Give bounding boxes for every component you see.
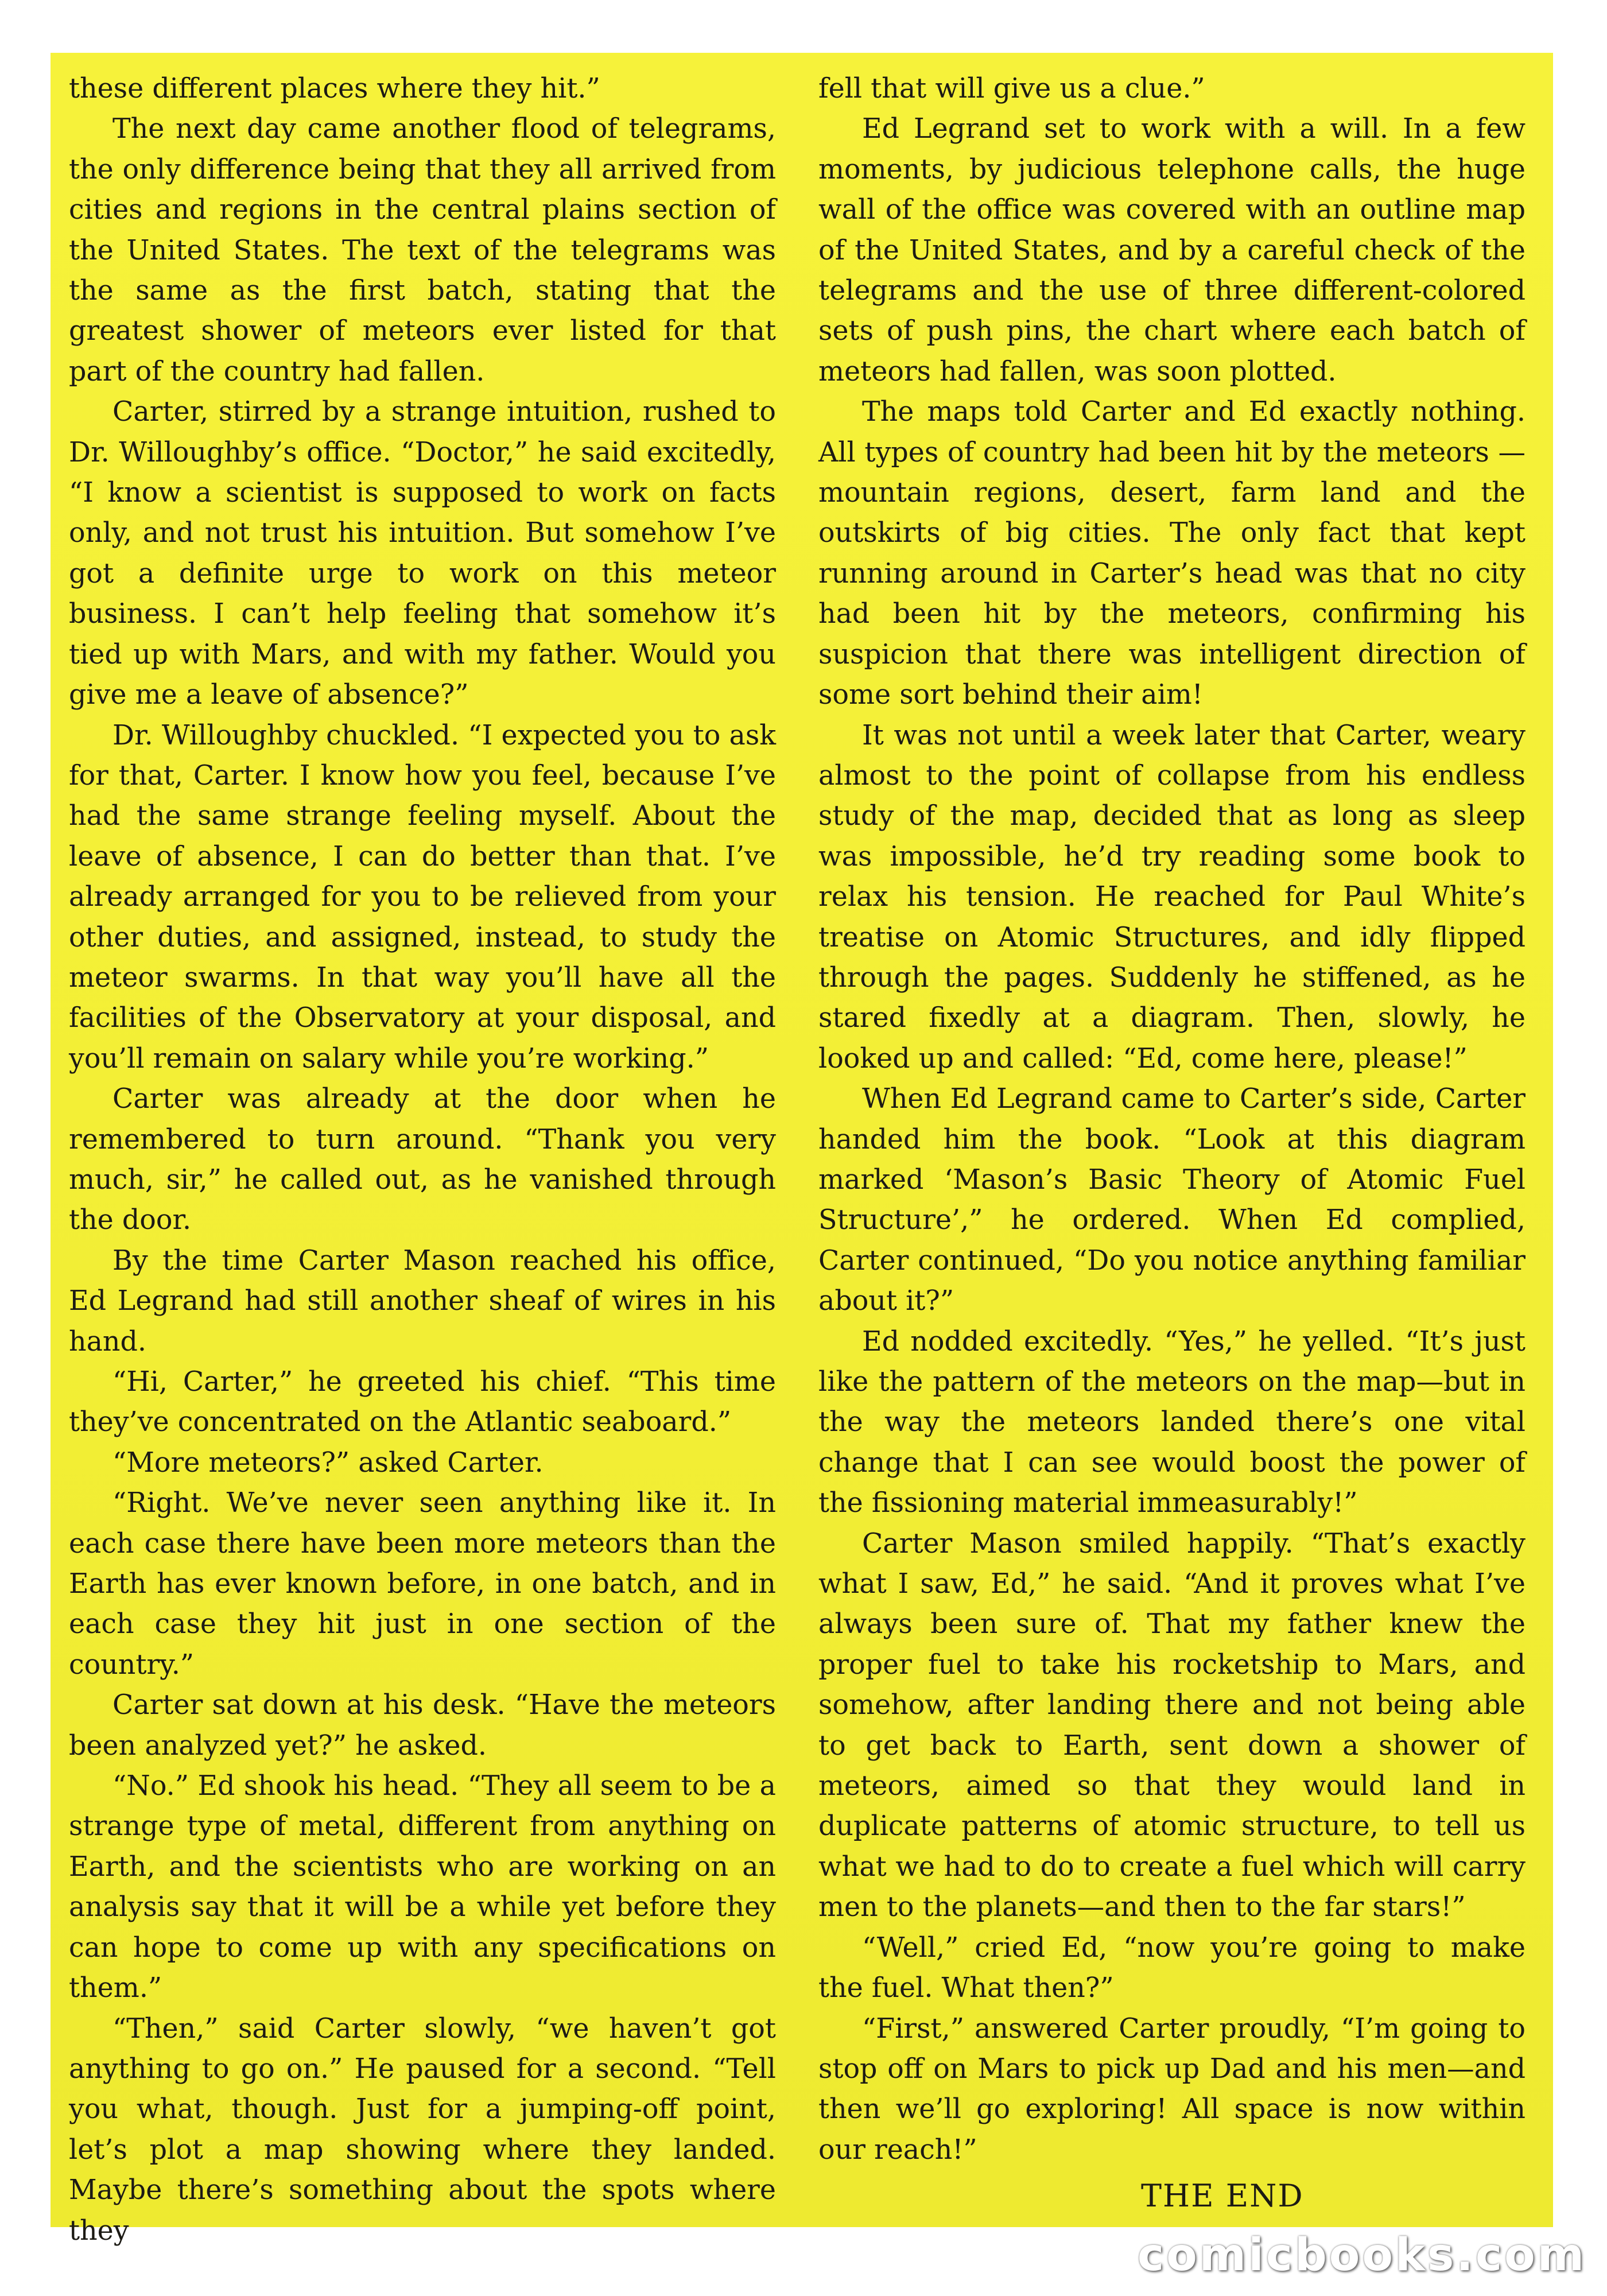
paragraph: Carter sat down at his desk. “Have the meteors been analyzed yet?” he asked. <box>69 1689 776 1762</box>
paragraph: “Right. We’ve never seen anything like it. In each case there have been more meteors than the Earth has ever known before, in one batch, and in each case they hit just in one section of the country.” <box>69 1487 776 1681</box>
right-column <box>818 69 1526 2170</box>
paragraph: “More meteors?” asked Carter. <box>112 1446 544 1479</box>
paragraph: The next day came another flood of telegrams, the only difference being that they all arrived from cities and regions in the central plains section of the United States. The text of the telegrams was the same as the first batch, stating that the greatest shower of meteors ever listed for that part of the country had fallen. <box>69 113 776 387</box>
paragraph: “No.” Ed shook his head. “They all seem to be a strange type of metal, different from anything on Earth, and the scientists who are working on an analysis say that it will be a while yet before they can hope to come up with any specifications on them.” <box>69 1770 776 2004</box>
story-page <box>51 53 1553 2247</box>
left-column <box>69 69 776 2251</box>
paragraph: “Hi, Carter,” he greeted his chief. “This time they’ve concentrated on the Atlantic seaboard.” <box>69 1366 776 1438</box>
paragraph: Ed nodded excitedly. “Yes,” he yelled. “It’s just like the pattern of the meteors on the map—but in the way the meteors landed there’s one vital change that I can see would boost the power of the fissioning material immeasurably!” <box>818 1325 1526 1519</box>
paragraph: “First,” answered Carter proudly, “I’m going to stop off on Mars to pick up Dad and his men—and then we’ll go exploring! All space is now within our reach!” <box>818 2012 1526 2166</box>
paragraph: Ed Legrand set to work with a will. In a few moments, by judicious telephone calls, the huge wall of the office was covered with an outline map of the United States, and by a careful check of the telegrams and the use of three different-colored sets of push pins, the chart where each batch of meteors had fallen, was soon plotted. <box>818 113 1526 387</box>
paragraph: fell that will give us a clue.” <box>818 73 1205 104</box>
paragraph: “Well,” cried Ed, “now you’re going to make the fuel. What then?” <box>818 1932 1526 2004</box>
paragraph: Dr. Willoughby chuckled. “I expected you to ask for that, Carter. I know how you feel, because I’ve had the same strange feeling myself. About the leave of absence, I can do better than that. I’ve already arranged for you to be relieved from your other duties, and assigned, instead, to study the meteor swarms. In that way you’ll have all the facilities of the Observatory at your disposal, and you’ll remain on salary while you’re working.” <box>69 719 776 1075</box>
paragraph: these different places where they hit.” <box>69 73 600 104</box>
paragraph: Carter Mason smiled happily. “That’s exactly what I saw, Ed,” he said. “And it proves what I’ve always been sure of. That my father knew the proper fuel to take his rocketship to Mars, and somehow, after landing there and not being able to get back to Earth, sent down a shower of meteors, aimed so that they would land in duplicate patterns of atomic structure, to tell us what we had to do to create a fuel which will carry men to the planets—and then to the far stars!” <box>818 1527 1526 1923</box>
paragraph: The maps told Carter and Ed exactly nothing. All types of country had been hit by the meteors —mountain regions, desert, farm land and the outskirts of big cities. The only fact that kept running around in Carter’s head was that no city had been hit by the meteors, confirming his suspicion that there was intelligent direction of some sort behind their aim! <box>818 396 1526 711</box>
paragraph: “Then,” said Carter slowly, “we haven’t got anything to go on.” He paused for a second. “Tell you what, though. Just for a jumping-off point, let’s plot a map showing where they landed. Maybe there’s something about the spots where they <box>69 2012 776 2247</box>
paragraph: When Ed Legrand came to Carter’s side, Carter handed him the book. “Look at this diagram marked ‘Mason’s Basic Theory of Atomic Fuel Structure’,” he ordered. When Ed complied, Carter continued, “Do you notice anything familiar about it?” <box>818 1083 1526 1317</box>
the-end-label: THE END <box>1141 2178 1304 2214</box>
paragraph: Carter, stirred by a strange intuition, rushed to Dr. Willoughby’s office. “Doctor,” he said excitedly, “I know a scientist is supposed to work on facts only, and not trust his intuition. But somehow I’ve got a definite urge to work on this meteor business. I can’t help feeling that somehow it’s tied up with Mars, and with my father. Would you give me a leave of absence?” <box>69 396 776 711</box>
paragraph: By the time Carter Mason reached his office, Ed Legrand had still another sheaf of wires in his hand. <box>69 1244 776 1358</box>
watermark: comicbooks.com <box>1137 2229 1586 2281</box>
paragraph: Carter was already at the door when he remembered to turn around. “Thank you very much, sir,” he called out, as he vanished through the door. <box>69 1083 776 1236</box>
paragraph: It was not until a week later that Carter, weary almost to the point of collapse from his endless study of the map, decided that as long as sleep was impossible, he’d try reading some book to relax his tension. He reached for Paul White’s treatise on Atomic Structures, and idly flipped through the pages. Suddenly he stiffened, as he stared fixedly at a diagram. Then, slowly, he looked up and called: “Ed, come here, please!” <box>818 719 1526 1075</box>
